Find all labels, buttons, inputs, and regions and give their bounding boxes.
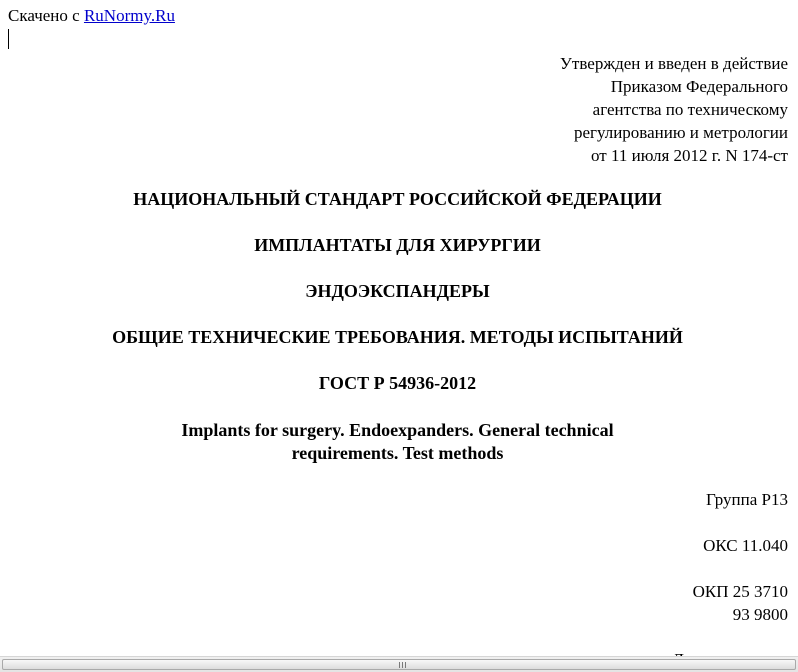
- gost-number-heading: ГОСТ Р 54936-2012: [318, 373, 477, 393]
- okp-code: [693, 580, 788, 626]
- okp-line: 93 9800: [732, 605, 788, 624]
- approval-line: Утвержден и введен в действие: [559, 54, 788, 73]
- approval-line: агентства по техническому: [592, 100, 788, 119]
- approval-line: от 11 июля 2012 г. N 174-ст: [591, 146, 788, 165]
- grip-icon: [398, 662, 408, 668]
- endoexpanders-heading: ЭНДОЭКСПАНДЕРЫ: [305, 281, 490, 301]
- horizontal-scrollbar[interactable]: [0, 656, 798, 672]
- requirements-heading: ОБЩИЕ ТЕХНИЧЕСКИЕ ТРЕБОВАНИЯ. МЕТОДЫ ИСПЫТАНИЙ: [112, 327, 683, 347]
- approval-block: [368, 52, 788, 167]
- national-standard-heading: НАЦИОНАЛЬНЫЙ СТАНДАРТ РОССИЙСКОЙ ФЕДЕРАЦИИ: [133, 189, 662, 209]
- implants-heading: ИМПЛАНТАТЫ ДЛЯ ХИРУРГИИ: [254, 235, 541, 255]
- oks-code: ОКС 11.040: [703, 536, 788, 555]
- approval-line: регулированию и метрологии: [573, 123, 788, 142]
- approval-line: Приказом Федерального: [610, 77, 788, 96]
- runormy-link[interactable]: RuNormy.Ru: [83, 6, 175, 25]
- text-cursor: [8, 29, 9, 49]
- okp-line: ОКП 25 3710: [692, 582, 788, 601]
- source-prefix: Скачено с: [8, 6, 84, 25]
- english-title: [0, 419, 795, 465]
- english-title-line: Implants for surgery. Endoexpanders. General technical: [181, 420, 614, 440]
- source-line: [8, 6, 175, 26]
- english-title-line: requirements. Test methods: [291, 443, 504, 463]
- scrollbar-thumb[interactable]: [2, 659, 796, 670]
- group-code: Группа Р13: [706, 490, 788, 509]
